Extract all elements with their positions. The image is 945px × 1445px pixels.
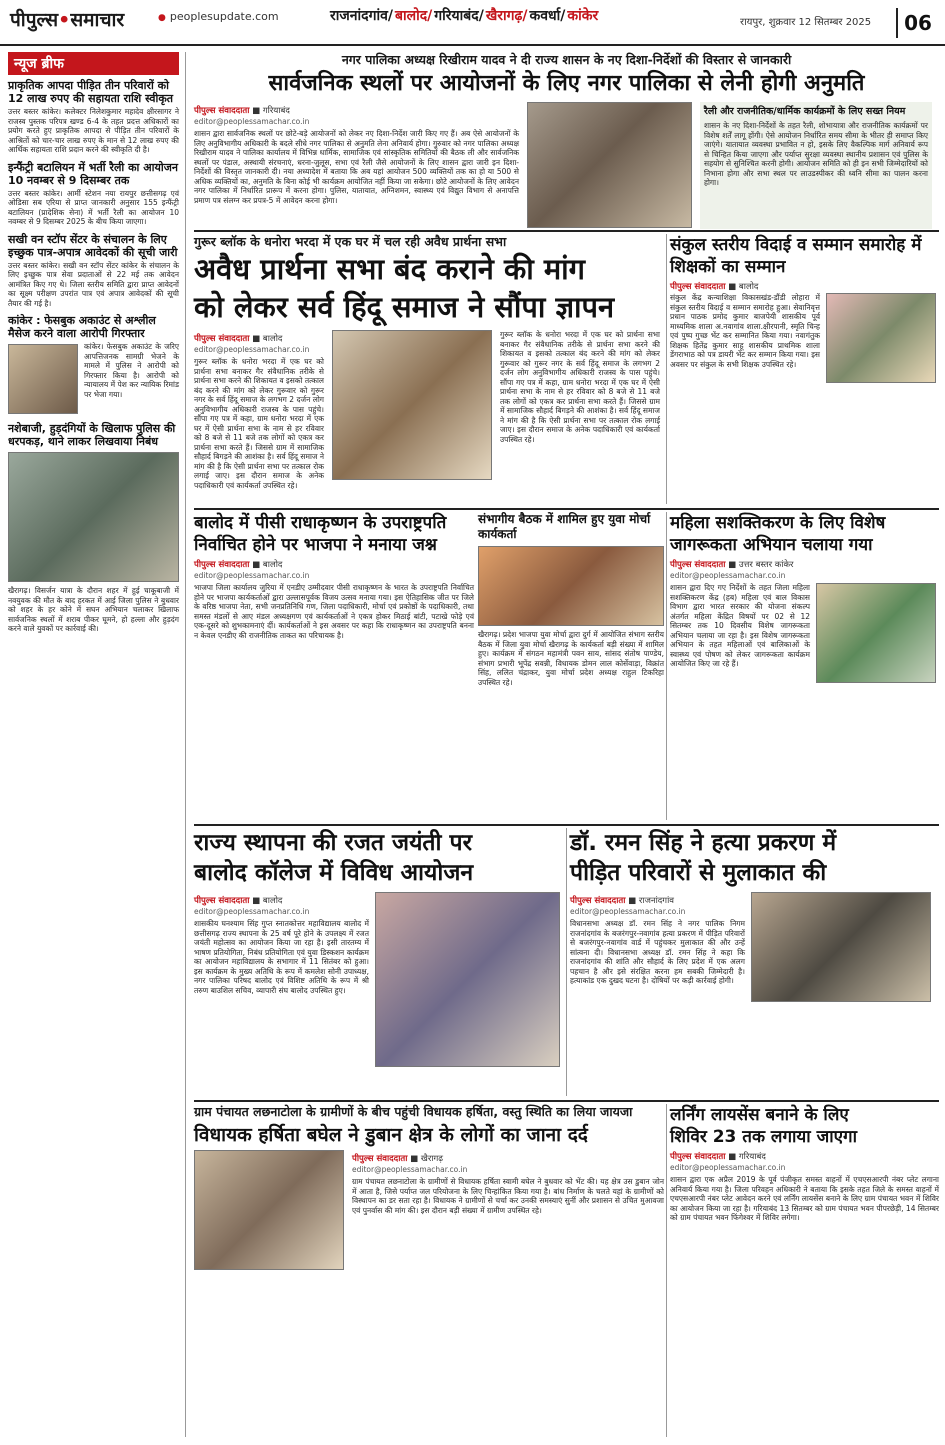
story7-body: शासकीय घनश्याम सिंह गुप्त स्नातकोत्तर महाविद्यालय बालोद में छत्तीसगढ़ राज्य स्थापना के 25 वर्ष पूरे होने के उपलक्ष्य में रजत जयंती महोत्सव का आयोजन किया जा रहा है। इसी तारतम्य में भाषण प्रतियोगिता, निबंध प्रतियोगिता एवं युवा डिस्कशन कार्यक्रम का आयोजन महाविद्यालय के सभागार में 11 सितंबर को हुआ। इस कार्यक्रम के मुख्य अतिथि के रूप में कमलेश सोनी उपाध्यक्ष, नगर पालिका परिषद बालोद एवं विशिष्ट अतिथि के रूप में श्री तरुण बाउशिल सचिव, व्यापारी संघ बालोद उपस्थित हुए। — [194, 919, 369, 995]
divider — [666, 512, 667, 820]
byline-place: खैरागढ़ — [420, 1154, 444, 1164]
story6-headline-line1: महिला सशक्तिकरण के लिए विशेष — [670, 513, 886, 533]
story10-email: editor@peoplessamachar.co.in — [670, 1163, 786, 1172]
brand-separator: • — [58, 9, 71, 31]
story2-kicker: गुरूर ब्लॉक के धनोरा भरदा में एक घर में चल रही अवैध प्रार्थना सभा — [194, 234, 507, 249]
story7-byline: पीपुल्स संवाददाता ■ बालोद — [194, 896, 283, 906]
story5-meeting-photo — [478, 546, 664, 626]
brief-title: प्राकृतिक आपदा पीड़ित तीन परिवारों को 12 लाख रुपए की सहायता राशि स्वीकृत — [8, 79, 174, 105]
story9-headline: विधायक हर्षिता बघेल ने डुबान क्षेत्र के लोगों का जाना दर्द — [194, 1124, 588, 1146]
brief-item — [8, 79, 179, 155]
website-link[interactable]: ● peoplesupdate.com — [158, 10, 279, 23]
story2-email: editor@peoplessamachar.co.in — [194, 345, 310, 354]
story9-villagers-photo — [194, 1150, 344, 1270]
story7-text-area — [194, 892, 369, 1067]
story8-headline-line1: डॉ. रमन सिंह ने हत्या प्रकरण में — [570, 830, 837, 856]
story2-body-continued: गुरूर ब्लॉक के धनोरा भरदा में एक घर को प्रार्थना सभा बनाकर गैर संवैधानिक तरीके से प्रार्थना सभा करने की शिकायत व इसको तत्काल बंद करने की मांग को लेकर गुरूवार को गुरूर नगर के सर्व हिंदू समाज के लगभग 2 दर्जन लोग अनुविभागीय अधिकारी राजस्व के पास पहुंचे। सौंपा गए पत्र में कहा, ग्राम धनोरा भरदा में एक घर में ऐसी प्रार्थना सभा के नाम से हर रविवार को 8 बजे से 11 बजे तक लोगों को एकत्र कर प्रार्थना सभा करते हैं। जिससे ग्राम में सामाजिक सौहार्द बिगड़ने की आशंका है। सर्व हिंदू समाज ने मांग की है कि ऐसी प्रार्थना सभा पर तत्काल रोक लगाई जाए। इस दौरान समाज के अनेक पदाधिकारी एवं कार्यकर्ता उपस्थित रहे। — [500, 330, 660, 444]
story3-group-photo — [826, 293, 936, 383]
divider — [666, 234, 667, 504]
story7-email: editor@peoplessamachar.co.in — [194, 907, 310, 916]
byline-place: गरियाबंद — [738, 1152, 766, 1162]
story4-byline: पीपुल्स संवाददाता ■ बालोद — [194, 560, 283, 570]
story1-sidebar — [700, 102, 932, 229]
story9-byline: पीपुल्स संवाददाता ■ खैरागढ़ — [352, 1154, 444, 1164]
story8-byline: पीपुल्स संवाददाता ■ राजनांदगांव — [570, 896, 675, 906]
newspaper-logo — [10, 6, 124, 32]
divider — [194, 824, 939, 826]
story1-meeting-photo — [527, 102, 692, 228]
story1-kicker: नगर पालिका अध्यक्ष रिखीराम यादव ने दी राज्य शासन के नए दिशा-निर्देशों की विस्तार से जानकारी — [341, 52, 792, 67]
story1-body: शासन द्वारा सार्वजनिक स्थलों पर छोटे-बड़े आयोजनों को लेकर नए दिशा-निर्देश जारी किए गए हैं। अब ऐसे आयोजनों के लिए अनुविभागीय अधिकारी के बदले सीधे नगर पालिका से अनुमति लेना अनिवार्य होगा। गुरुवार को नगर पालिका अध्यक्ष रिखीराम यादव ने पालिका कार्यालय में विभिन्न धार्मिक, सामाजिक एवं सांस्कृतिक समितियों की बैठक ली और सार्वजनिक स्थलों पर पंडाल, अस्थायी संरचनाएं, धरना-जुलूस, सभा एवं रैली जैसे आयोजनों के लिए शासन द्वारा जारी इन दिशा-निर्देशों की विस्तृत जानकारी दी। नया अध्यादेश में बताया कि अब यहां आयोजन 500 व्यक्तियों तक का हो या 500 से अधिक व्यक्तियों का, अनुमति के बिना कोई भी कार्यक्रम आयोजित नहीं किया जा सकेगा। छोटे आयोजनों के लिए आवेदन नगर पालिका में निर्धारित प्रारूप में करना होगा। पुलिस, यातायात, अग्निशमन, स्वास्थ्य एवं विद्युत विभाग से अनापत्ति प्रमाण पत्र संलग्न कर प्रपत्र-5 में आवेदन करना होगा। — [194, 129, 519, 205]
story4-headline-line2: निर्वाचित होने पर भाजपा ने मनाया जश्न — [194, 535, 437, 555]
story2-body: गुरूर ब्लॉक के धनोरा भरदा में एक घर को प्रार्थना सभा बनाकर गैर संवैधानिक तरीके से प्रार्थना सभा करने की शिकायत व इसको तत्काल बंद करने की मांग को लेकर गुरूवार को गुरूर नगर के सर्व हिंदू समाज के लगभग 2 दर्जन लोग अनुविभागीय अधिकारी राजस्व के पास पहुंचे। सौंपा गए पत्र में कहा, ग्राम धनोरा भरदा में एक घर में ऐसी प्रार्थना सभा के नाम से हर रविवार को 8 बजे से 11 बजे तक लोगों को एकत्र कर प्रार्थना सभा करते हैं। जिससे ग्राम में सामाजिक सौहार्द बिगड़ने की आशंका है। सर्व हिंदू समाज ने मांग की है कि ऐसी प्रार्थना सभा पर तत्काल रोक लगाई जाए। इस दौरान समाज के अनेक पदाधिकारी एवं कार्यकर्ता उपस्थित रहे। — [194, 357, 324, 490]
story2-headline-line2: को लेकर सर्व हिंदू समाज ने सौंपा ज्ञापन — [194, 290, 615, 324]
brief-title: सखी वन स्टॉप सेंटर के संचालन के लिए इच्छुक पात्र-अपात्र आवेदकों की सूची जारी — [8, 232, 178, 259]
region-khairagarh: खैरागढ़/ — [485, 8, 528, 24]
story-college-jubilee — [194, 828, 564, 1096]
story2-headline-line1: अवैध प्रार्थना सभा बंद कराने की मांग — [194, 252, 586, 286]
page-number: 06 — [896, 8, 938, 38]
story1-email: editor@peoplessamachar.co.in — [194, 117, 310, 126]
story7-college-photo — [375, 892, 560, 1067]
story6-body: शासन द्वारा दिए गए निर्देशों के तहत जिला महिला सशक्तिकरण केंद्र (हब) महिला एवं बाल विकास विभाग द्वारा भारत सरकार की योजना संकल्प अंतर्गत महिला केंद्रित विषयों पर 02 से 12 सितम्बर तक 10 दिवसीय विशेष जागरूकता अभियान चलाया जा रहा है। इस विशेष जागरूकता अभियान के तहत महिलाओं एवं बालिकाओं के स्वास्थ्य एवं पोषण को लेकर जागरूकता कार्यक्रम आयोजित किए जा रहे हैं। — [670, 583, 810, 668]
brief-item — [8, 422, 179, 634]
brief-text: कांकेर। फेसबुक अकाउंट के जरिए आपत्तिजनक सामग्री भेजने के मामले में पुलिस ने आरोपी को गिरफ्तार किया है। आरोपी को न्यायालय में पेश कर न्यायिक रिमांड पर भेजा गया। — [84, 342, 179, 399]
brief-item — [8, 233, 179, 309]
story3-headline: संकुल स्तरीय विदाई व सम्मान समारोह में शिक्षकों का सम्मान — [670, 235, 922, 277]
news-brief-column — [8, 52, 186, 1437]
masthead — [0, 0, 945, 46]
region-balod: बालोद/ — [394, 8, 433, 24]
byline-org: पीपुल्स संवाददाता — [194, 106, 250, 116]
story3-byline: पीपुल्स संवाददाता ■ बालोद — [670, 282, 759, 292]
byline-org: पीपुल्स संवाददाता — [352, 1154, 408, 1164]
story10-headline-line2: शिविर 23 तक लगाया जाएगा — [670, 1127, 858, 1147]
brief-title: कांकेर : फेसबुक अकाउंट से अश्लील मैसेज करने वाला आरोपी गिरफ्तार — [8, 314, 156, 340]
story2-byline: पीपुल्स संवाददाता ■ बालोद — [194, 334, 283, 344]
story5-headline: संभागीय बैठक में शामिल हुए युवा मोर्चा कार्यकर्ता — [478, 512, 651, 541]
region-rajnandgaon: राजनांदगांव/ — [330, 8, 393, 24]
story4-body: भाजपा जिला कार्यालय जुरिया में एनडीए उम्मीदवार पीसी राधाकृष्णन के भारत के उपराष्ट्रपति निर्वाचित होने पर भाजपा कार्यकर्ताओं द्वारा उल्लासपूर्वक विजय उत्सव मनाया गया। इस ऐतिहासिक जीत पर जिले के वरिष्ठ भाजपा नेता, सभी जनप्रतिनिधि गण, जिला पदाधिकारी, मोर्चा एवं प्रकोष्ठों के पदाधिकारी, तथा समस्त मंडलों से आए मंडल अध्यक्षगण एवं कार्यकर्ताओं ने एकत्र होकर मिठाई बांटी, पटाखे फोड़े एवं एक-दूसरे को शुभकामनाएं दीं। कार्यकर्ताओं ने इस अवसर पर कहा कि राधाकृष्णन का उपराष्ट्रपति बनना न केवल एनडीए की राजनीतिक ताकत का परिचायक है। — [194, 583, 474, 640]
story7-headline-line1: राज्य स्थापना की रजत जयंती पर — [194, 830, 472, 856]
byline-place: बालोद — [738, 282, 759, 292]
story2-memorandum-photo — [332, 330, 492, 480]
brand-part2: समाचार — [70, 9, 125, 31]
brief-text: उत्तर बस्तर कांकेर। सखी वन स्टॉप सेंटर कांकेर के संचालन के लिए इच्छुक पात्र सेवा प्रदाताओं से 22 मई तक आवेदन आमंत्रित किए गए थे। जिला स्तरीय समिति द्वारा प्राप्त आवेदनों का सूक्ष्म परीक्षण उपरांत पात्र एवं अपात्र आवेदकों की सूची तैयार की गई है। — [8, 260, 179, 308]
byline-org: पीपुल्स संवाददाता — [194, 560, 250, 570]
story-vp-celebration — [194, 512, 474, 820]
divider — [566, 828, 567, 1096]
story10-headline-line1: लर्निंग लायसेंस बनाने के लिए — [670, 1105, 849, 1125]
story8-text-area — [570, 892, 745, 1059]
police-drive-photo — [8, 452, 179, 582]
story1-sidebar-title: रैली और राजनीतिक/धार्मिक कार्यक्रमों के लिए सख्त नियम — [704, 106, 906, 117]
brief-text: खैरागढ़। विसर्जन यात्रा के दौरान शहर में हुई चाकूबाजी में नवयुवक की मौत के बाद हरकत में आई जिला पुलिस ने बुधवार को शहर के हर कोने में सघन अभियान चलाकर खिलाफ सार्वजनिक स्थलों में शराब पीकर घूमने, हो हल्ला और हुड़दंग करने वाले युवकों पर कार्रवाई की। — [8, 586, 179, 633]
story9-kicker: ग्राम पंचायत लछनाटोला के ग्रामीणों के बीच पहुंची विधायक हर्षिता, वस्तु स्थिति का लिया जायजा — [194, 1104, 633, 1119]
story1-byline: पीपुल्स संवाददाता ■ गरियाबंद — [194, 106, 290, 116]
divider — [194, 508, 939, 510]
divider — [194, 230, 939, 232]
byline-place: उत्तर बस्तर कांकेर — [738, 560, 794, 570]
byline-place: गरियाबंद — [262, 106, 290, 116]
story4-headline-line1: बालोद में पीसी राधाकृष्णन के उपराष्ट्रपति — [194, 513, 447, 533]
story-permission-rules — [194, 52, 939, 228]
divider — [666, 1104, 667, 1437]
story9-email: editor@peoplessamachar.co.in — [352, 1165, 468, 1174]
story9-body: ग्राम पंचायत लछनाटोला के ग्रामीणों से विधायक हर्षिता स्वामी बघेल ने बुधवार को भेंट की। यह क्षेत्र उस डुबान जोन में आता है, जिसे पर्याप्त जल परियोजना के लिए चिन्हांकित किया गया है। बांध निर्माण के चलते यहां के ग्रामीणों को विस्थापन का डर सता रहा है। विधायक ने ग्रामीणों से चर्चा कर उनकी समस्याएं सुनीं और प्रशासन से उचित मुआवजा एवं पुनर्वास की मांग की। इस दौरान बड़ी संख्या में ग्रामीण उपस्थित रहे। — [352, 1177, 664, 1215]
story1-headline: सार्वजनिक स्थलों पर आयोजनों के लिए नगर पालिका से लेनी होगी अनुमति — [268, 71, 865, 96]
story-women-empowerment — [670, 512, 939, 820]
story5-body: खैरागढ़। प्रदेश भाजपा युवा मोर्चा द्वारा दुर्ग में आयोजित संभाग स्तरीय बैठक में जिला युवा मोर्चा खैरागढ़ के कार्यकर्ता बड़ी संख्या में शामिल हुए। कार्यक्रम में संगठन महामंत्री पवन साय, सांसद संतोष पाण्डेय, संभाग प्रभारी भूपेंद्र सवन्नी, विधायक डोमन लाल कोर्सेवाड़ा, विक्रांत सिंह, ललित चंद्राकर, युवा मोर्चा प्रदेश अध्यक्ष राहुल टिकरिहा उपस्थित रहे। — [478, 630, 664, 687]
byline-place: बालोद — [262, 334, 283, 344]
brief-item — [8, 314, 179, 416]
story-yuva-morcha — [478, 512, 664, 820]
story-mla-submergence — [194, 1104, 664, 1437]
byline-org: पीपुल्स संवाददाता — [670, 560, 726, 570]
brand-part1: पीपुल्स — [10, 9, 59, 31]
byline-place: राजनांदगांव — [638, 896, 675, 906]
brief-title: इन्फैंट्री बटालियन में भर्ती रैली का आयोजन 10 नवम्बर से 9 दिसम्बर तक — [8, 160, 178, 187]
story9-text-area — [352, 1150, 664, 1407]
story1-sidebar-text: शासन के नए दिशा-निर्देशों के तहत रैली, शोभायात्रा और राजनीतिक कार्यक्रमों पर विशेष शर्तें लागू होंगी। ऐसे आयोजन निर्धारित समय सीमा के भीतर ही समाप्त किए जाएंगे। यातायात व्यवस्था प्रभावित न हो, इसके लिए वैकल्पिक मार्ग अनिवार्य रूप से चिन्हित किया जाएगा और पर्याप्त सुरक्षा व्यवस्था स्थानीय प्रशासन एवं पुलिस के सहयोग से सुनिश्चित करनी होगी। आयोजन समिति को ही इन सभी जिम्मेदारियों को निभाना होगा और सभा स्थल पर लाउडस्पीकर की ध्वनि सीमा का पालन करना होगा। — [704, 121, 928, 187]
byline-org: पीपुल्स संवाददाता — [194, 334, 250, 344]
brief-text: उत्तर बस्तर कांकेर। कलेक्टर निलेशकुमार महादेव क्षीरसागर ने राजस्व पुस्तक परिपत्र खण्ड 6-4 के तहत प्रदत्त अधिकारों का प्रयोग करते हुए प्राकृतिक आपदा से पीड़ित तीन परिवारों के आश्रितों को चार-चार लाख रुपए के मान से 12 लाख रुपए की आर्थिक सहायता राशि प्रदान करने की स्वीकृति दी है। — [8, 107, 179, 154]
story6-email: editor@peoplessamachar.co.in — [670, 571, 786, 580]
story3-body: संकुल केंद्र कन्याशिक्षा विकासखंड-डौंडी लोहारा में संकुल स्तरीय विदाई व सम्मान समारोह हुआ। सेवानिवृत्त प्रधान पाठक प्रमोद कुमार बाजपेयी शासकीय पूर्व माध्यमिक शाला अ.नवागांव शाला.क्षीरपानी, स्मृति चिन्ह एवं पुष्प गुच्छ भेंट कर सम्मानित किया गया। नवागंतुक शिक्षक हितेंद्र कुमार साहू शासकीय प्राथमिक शाला डेंगराभाठ को पत्र डायरी भेंट कर सम्मान किया गया। इस अवसर पर संकुल के सभी शिक्षक उपस्थित रहे। — [670, 293, 820, 369]
byline-org: पीपुल्स संवाददाता — [194, 896, 250, 906]
story-prayer-meeting — [194, 234, 664, 504]
story8-visit-photo — [751, 892, 931, 1002]
brief-item — [8, 161, 179, 227]
region-gariyaband: गरियाबंद/ — [434, 8, 484, 24]
accused-photo — [8, 344, 78, 414]
brief-text: उत्तर बस्तर कांकेर। आर्मी स्टेशन नया रायपुर छत्तीसगढ़ एवं ओडिसा सब एरिया से प्राप्त जानकारी अनुसार 155 इन्फैंट्री बटालियन (प्रादेशिक सेना) में भर्ती रैली का आयोजन 10 नवम्बर से 9 दिसम्बर 2025 के बीच किया जाएगा। — [8, 188, 179, 226]
region-kawardha: कवर्धा/ — [529, 8, 566, 24]
story10-body: शासन द्वारा एक अप्रैल 2019 के पूर्व पंजीकृत समस्त वाहनों में एचएसआरपी नंबर प्लेट लगाना अनिवार्य किया गया है। जिला परिवहन अधिकारी ने बताया कि इसके तहत जिले के समस्त वाहनों में एचएसआरपी नंबर प्लेट आवेदन करने एवं लर्निंग लायसेंस बनाने के लिए ग्राम पंचायत भवन में शिविर का आयोजन किया जा रहा है। गरियाबंद 13 सितम्बर को ग्राम पंचायत भवन पीपरछेड़ी, 14 सितम्बर को ग्राम पंचायत भवन फिंगेश्वर में शिविर लगेगा। — [670, 1175, 939, 1222]
story-raman-singh-visit — [570, 828, 939, 1096]
byline-place: बालोद — [262, 896, 283, 906]
story7-headline-line2: बालोद कॉलेज में विविध आयोजन — [194, 860, 474, 886]
story10-byline: पीपुल्स संवाददाता ■ गरियाबंद — [670, 1152, 766, 1162]
byline-org: पीपुल्स संवाददाता — [670, 282, 726, 292]
story-learning-licence — [670, 1104, 939, 1437]
story6-byline: पीपुल्स संवाददाता ■ उत्तर बस्तर कांकेर — [670, 560, 794, 570]
story2-text-area — [194, 330, 324, 490]
story8-email: editor@peoplessamachar.co.in — [570, 907, 686, 916]
brief-title: नशेबाजी, हुड़दंगियों के खिलाफ पुलिस की धरपकड़, थाने लाकर लिखवाया निबंध — [8, 422, 176, 448]
dateline: रायपुर, शुक्रवार 12 सितम्बर 2025 — [740, 17, 872, 28]
byline-place: बालोद — [262, 560, 283, 570]
news-brief-label: न्यूज ब्रीफ — [8, 52, 179, 75]
story4-email: editor@peoplessamachar.co.in — [194, 571, 310, 580]
region-kanker: कांकेर — [567, 8, 599, 24]
divider — [194, 1100, 939, 1102]
story8-headline-line2: पीड़ित परिवारों से मुलाकात की — [570, 860, 827, 886]
byline-org: पीपुल्स संवाददाता — [670, 1152, 726, 1162]
byline-org: पीपुल्स संवाददाता — [570, 896, 626, 906]
story-teacher-felicitation — [670, 234, 939, 504]
story6-awareness-photo — [816, 583, 936, 683]
region-strip — [330, 6, 600, 25]
story8-body: विधानसभा अध्यक्ष डॉ. रमन सिंह ने नगर पालिक निगम राजनांदगांव के बजरंगपुर-नवागांव हत्या प्रकरण में पीड़ित परिवारों से बजरंगपुर-नवागांव वार्ड में पहुंचकर मुलाकात की और उन्हें सांत्वना दी। विधानसभा अध्यक्ष डॉ. रमन सिंह ने कहा कि राजनांदगांव की शांति और सौहार्द के लिए प्रदेश में एक अलग पहचान है और इसे संरक्षित करना हम सबकी जिम्मेदारी है। हत्याकांड एक दुखद घटना है। दोषियों पर कड़ी कार्रवाई होगी। — [570, 919, 745, 985]
story1-text-area — [194, 102, 519, 229]
story6-headline-line2: जागरूकता अभियान चलाया गया — [670, 535, 873, 555]
